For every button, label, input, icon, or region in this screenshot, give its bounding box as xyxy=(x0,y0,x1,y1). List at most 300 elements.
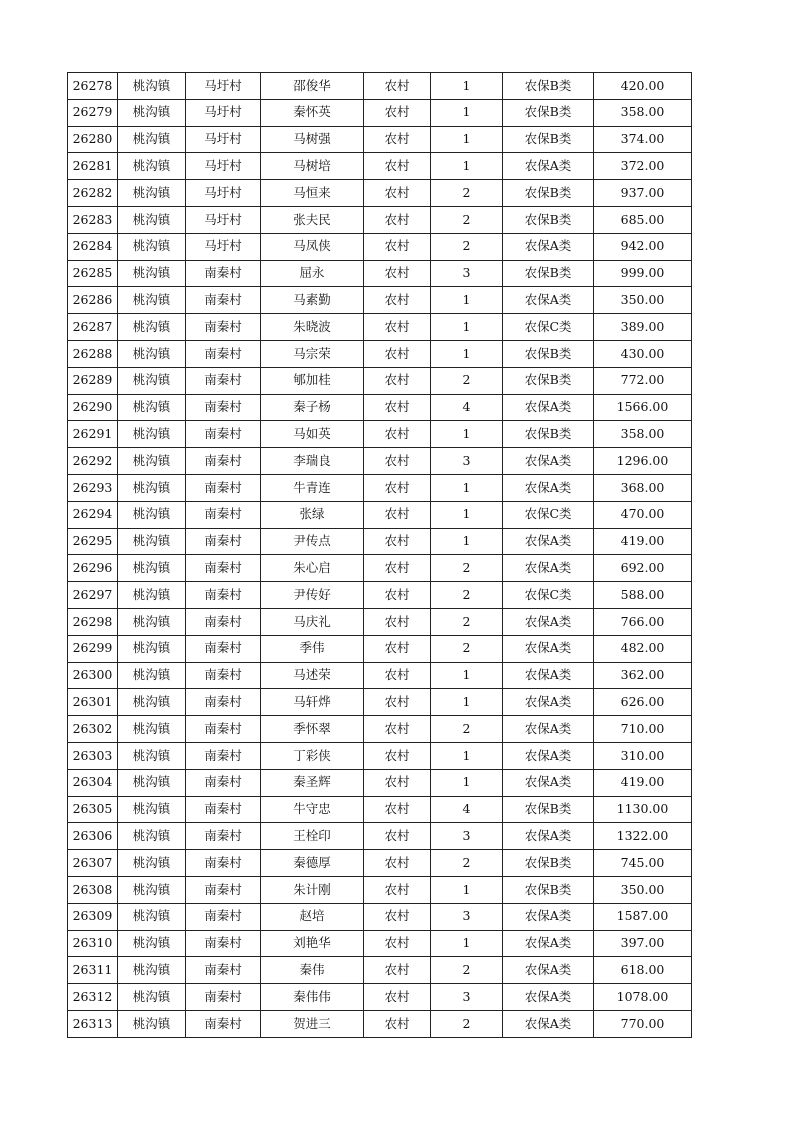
household-type-cell: 农村 xyxy=(364,394,431,421)
household-type-cell: 农村 xyxy=(364,421,431,448)
village-cell: 南秦村 xyxy=(186,903,261,930)
amount-cell: 770.00 xyxy=(594,1010,692,1037)
insurance-category-cell: 农保A类 xyxy=(503,662,594,689)
member-count-cell: 3 xyxy=(431,260,503,287)
amount-cell: 482.00 xyxy=(594,635,692,662)
amount-cell: 1566.00 xyxy=(594,394,692,421)
record-id-cell: 26305 xyxy=(68,796,118,823)
name-cell: 赵培 xyxy=(261,903,364,930)
town-cell: 桃沟镇 xyxy=(118,984,186,1011)
village-cell: 南秦村 xyxy=(186,582,261,609)
town-cell: 桃沟镇 xyxy=(118,314,186,341)
town-cell: 桃沟镇 xyxy=(118,716,186,743)
member-count-cell: 3 xyxy=(431,903,503,930)
town-cell: 桃沟镇 xyxy=(118,742,186,769)
amount-cell: 397.00 xyxy=(594,930,692,957)
village-cell: 南秦村 xyxy=(186,716,261,743)
household-type-cell: 农村 xyxy=(364,850,431,877)
name-cell: 马恒来 xyxy=(261,180,364,207)
town-cell: 桃沟镇 xyxy=(118,823,186,850)
record-id-cell: 26288 xyxy=(68,340,118,367)
member-count-cell: 1 xyxy=(431,528,503,555)
member-count-cell: 2 xyxy=(431,555,503,582)
record-id-cell: 26280 xyxy=(68,126,118,153)
record-id-cell: 26311 xyxy=(68,957,118,984)
name-cell: 马庆礼 xyxy=(261,608,364,635)
town-cell: 桃沟镇 xyxy=(118,930,186,957)
amount-cell: 999.00 xyxy=(594,260,692,287)
name-cell: 张绿 xyxy=(261,501,364,528)
member-count-cell: 1 xyxy=(431,73,503,100)
household-type-cell: 农村 xyxy=(364,206,431,233)
amount-cell: 368.00 xyxy=(594,474,692,501)
amount-cell: 937.00 xyxy=(594,180,692,207)
town-cell: 桃沟镇 xyxy=(118,73,186,100)
household-type-cell: 农村 xyxy=(364,153,431,180)
table-row xyxy=(68,582,692,609)
record-id-cell: 26299 xyxy=(68,635,118,662)
town-cell: 桃沟镇 xyxy=(118,260,186,287)
household-type-cell: 农村 xyxy=(364,501,431,528)
village-cell: 南秦村 xyxy=(186,340,261,367)
town-cell: 桃沟镇 xyxy=(118,608,186,635)
town-cell: 桃沟镇 xyxy=(118,635,186,662)
table-row xyxy=(68,823,692,850)
household-type-cell: 农村 xyxy=(364,608,431,635)
member-count-cell: 1 xyxy=(431,501,503,528)
table-row xyxy=(68,930,692,957)
insurance-category-cell: 农保B类 xyxy=(503,180,594,207)
village-cell: 南秦村 xyxy=(186,421,261,448)
household-type-cell: 农村 xyxy=(364,957,431,984)
member-count-cell: 1 xyxy=(431,742,503,769)
table-row xyxy=(68,984,692,1011)
village-cell: 南秦村 xyxy=(186,796,261,823)
town-cell: 桃沟镇 xyxy=(118,394,186,421)
amount-cell: 1322.00 xyxy=(594,823,692,850)
table-row xyxy=(68,769,692,796)
member-count-cell: 3 xyxy=(431,823,503,850)
member-count-cell: 2 xyxy=(431,716,503,743)
name-cell: 邵俊华 xyxy=(261,73,364,100)
record-id-cell: 26306 xyxy=(68,823,118,850)
town-cell: 桃沟镇 xyxy=(118,876,186,903)
table-row xyxy=(68,153,692,180)
member-count-cell: 3 xyxy=(431,984,503,1011)
village-cell: 南秦村 xyxy=(186,876,261,903)
table-row xyxy=(68,957,692,984)
table-row xyxy=(68,233,692,260)
name-cell: 秦伟 xyxy=(261,957,364,984)
table-row xyxy=(68,314,692,341)
town-cell: 桃沟镇 xyxy=(118,501,186,528)
table-row xyxy=(68,903,692,930)
household-type-cell: 农村 xyxy=(364,314,431,341)
town-cell: 桃沟镇 xyxy=(118,1010,186,1037)
record-id-cell: 26312 xyxy=(68,984,118,1011)
town-cell: 桃沟镇 xyxy=(118,99,186,126)
record-id-cell: 26296 xyxy=(68,555,118,582)
insurance-category-cell: 农保C类 xyxy=(503,314,594,341)
record-id-cell: 26281 xyxy=(68,153,118,180)
household-type-cell: 农村 xyxy=(364,367,431,394)
village-cell: 南秦村 xyxy=(186,635,261,662)
insurance-category-cell: 农保A类 xyxy=(503,716,594,743)
table-row xyxy=(68,501,692,528)
insurance-category-cell: 农保A类 xyxy=(503,394,594,421)
member-count-cell: 2 xyxy=(431,233,503,260)
village-cell: 南秦村 xyxy=(186,769,261,796)
household-type-cell: 农村 xyxy=(364,233,431,260)
village-cell: 南秦村 xyxy=(186,957,261,984)
table-row xyxy=(68,662,692,689)
table-row xyxy=(68,555,692,582)
village-cell: 南秦村 xyxy=(186,528,261,555)
amount-cell: 1130.00 xyxy=(594,796,692,823)
insurance-category-cell: 农保A类 xyxy=(503,635,594,662)
village-cell: 南秦村 xyxy=(186,742,261,769)
household-type-cell: 农村 xyxy=(364,448,431,475)
amount-cell: 942.00 xyxy=(594,233,692,260)
village-cell: 南秦村 xyxy=(186,930,261,957)
amount-cell: 1078.00 xyxy=(594,984,692,1011)
village-cell: 南秦村 xyxy=(186,689,261,716)
village-cell: 南秦村 xyxy=(186,314,261,341)
insurance-category-cell: 农保B类 xyxy=(503,340,594,367)
insurance-category-cell: 农保B类 xyxy=(503,850,594,877)
amount-cell: 626.00 xyxy=(594,689,692,716)
records-table-body xyxy=(68,73,692,1038)
record-id-cell: 26308 xyxy=(68,876,118,903)
name-cell: 马如英 xyxy=(261,421,364,448)
table-row xyxy=(68,73,692,100)
member-count-cell: 2 xyxy=(431,180,503,207)
amount-cell: 685.00 xyxy=(594,206,692,233)
amount-cell: 350.00 xyxy=(594,876,692,903)
record-id-cell: 26304 xyxy=(68,769,118,796)
table-row xyxy=(68,180,692,207)
table-row xyxy=(68,608,692,635)
village-cell: 南秦村 xyxy=(186,367,261,394)
insurance-category-cell: 农保A类 xyxy=(503,957,594,984)
member-count-cell: 2 xyxy=(431,367,503,394)
member-count-cell: 1 xyxy=(431,314,503,341)
village-cell: 南秦村 xyxy=(186,823,261,850)
amount-cell: 420.00 xyxy=(594,73,692,100)
insurance-category-cell: 农保A类 xyxy=(503,153,594,180)
amount-cell: 1296.00 xyxy=(594,448,692,475)
village-cell: 南秦村 xyxy=(186,1010,261,1037)
record-id-cell: 26300 xyxy=(68,662,118,689)
village-cell: 南秦村 xyxy=(186,474,261,501)
member-count-cell: 2 xyxy=(431,957,503,984)
town-cell: 桃沟镇 xyxy=(118,555,186,582)
insurance-category-cell: 农保A类 xyxy=(503,474,594,501)
name-cell: 尹传好 xyxy=(261,582,364,609)
member-count-cell: 1 xyxy=(431,662,503,689)
table-row xyxy=(68,99,692,126)
amount-cell: 419.00 xyxy=(594,769,692,796)
insurance-category-cell: 农保C类 xyxy=(503,582,594,609)
name-cell: 朱心启 xyxy=(261,555,364,582)
member-count-cell: 1 xyxy=(431,126,503,153)
village-cell: 南秦村 xyxy=(186,501,261,528)
village-cell: 南秦村 xyxy=(186,608,261,635)
name-cell: 朱晓波 xyxy=(261,314,364,341)
insurance-category-cell: 农保B类 xyxy=(503,126,594,153)
town-cell: 桃沟镇 xyxy=(118,796,186,823)
insurance-category-cell: 农保A类 xyxy=(503,608,594,635)
table-row xyxy=(68,1010,692,1037)
member-count-cell: 2 xyxy=(431,635,503,662)
name-cell: 尹传点 xyxy=(261,528,364,555)
record-id-cell: 26282 xyxy=(68,180,118,207)
table-row xyxy=(68,206,692,233)
name-cell: 马素勤 xyxy=(261,287,364,314)
member-count-cell: 1 xyxy=(431,930,503,957)
name-cell: 张夫民 xyxy=(261,206,364,233)
table-row xyxy=(68,876,692,903)
member-count-cell: 1 xyxy=(431,689,503,716)
town-cell: 桃沟镇 xyxy=(118,769,186,796)
amount-cell: 588.00 xyxy=(594,582,692,609)
village-cell: 南秦村 xyxy=(186,850,261,877)
insurance-category-cell: 农保A类 xyxy=(503,903,594,930)
town-cell: 桃沟镇 xyxy=(118,582,186,609)
insurance-category-cell: 农保B类 xyxy=(503,206,594,233)
amount-cell: 419.00 xyxy=(594,528,692,555)
household-type-cell: 农村 xyxy=(364,73,431,100)
town-cell: 桃沟镇 xyxy=(118,340,186,367)
data-sheet xyxy=(67,72,692,1038)
name-cell: 季怀翠 xyxy=(261,716,364,743)
town-cell: 桃沟镇 xyxy=(118,206,186,233)
village-cell: 南秦村 xyxy=(186,662,261,689)
name-cell: 马宗荣 xyxy=(261,340,364,367)
member-count-cell: 1 xyxy=(431,474,503,501)
village-cell: 南秦村 xyxy=(186,260,261,287)
name-cell: 牛守忠 xyxy=(261,796,364,823)
table-row xyxy=(68,635,692,662)
record-id-cell: 26278 xyxy=(68,73,118,100)
member-count-cell: 2 xyxy=(431,1010,503,1037)
insurance-category-cell: 农保A类 xyxy=(503,984,594,1011)
record-id-cell: 26297 xyxy=(68,582,118,609)
name-cell: 屈永 xyxy=(261,260,364,287)
member-count-cell: 4 xyxy=(431,796,503,823)
member-count-cell: 2 xyxy=(431,582,503,609)
household-type-cell: 农村 xyxy=(364,287,431,314)
insurance-category-cell: 农保A类 xyxy=(503,930,594,957)
town-cell: 桃沟镇 xyxy=(118,474,186,501)
amount-cell: 310.00 xyxy=(594,742,692,769)
name-cell: 马树培 xyxy=(261,153,364,180)
household-type-cell: 农村 xyxy=(364,582,431,609)
insurance-category-cell: 农保A类 xyxy=(503,769,594,796)
member-count-cell: 2 xyxy=(431,608,503,635)
record-id-cell: 26290 xyxy=(68,394,118,421)
member-count-cell: 3 xyxy=(431,448,503,475)
household-type-cell: 农村 xyxy=(364,903,431,930)
insurance-category-cell: 农保B类 xyxy=(503,876,594,903)
name-cell: 丁彩侠 xyxy=(261,742,364,769)
amount-cell: 430.00 xyxy=(594,340,692,367)
village-cell: 南秦村 xyxy=(186,984,261,1011)
record-id-cell: 26313 xyxy=(68,1010,118,1037)
household-type-cell: 农村 xyxy=(364,716,431,743)
town-cell: 桃沟镇 xyxy=(118,957,186,984)
household-type-cell: 农村 xyxy=(364,930,431,957)
table-row xyxy=(68,716,692,743)
name-cell: 季伟 xyxy=(261,635,364,662)
table-row xyxy=(68,850,692,877)
record-id-cell: 26292 xyxy=(68,448,118,475)
record-id-cell: 26286 xyxy=(68,287,118,314)
record-id-cell: 26291 xyxy=(68,421,118,448)
member-count-cell: 4 xyxy=(431,394,503,421)
name-cell: 马述荣 xyxy=(261,662,364,689)
amount-cell: 358.00 xyxy=(594,99,692,126)
record-id-cell: 26310 xyxy=(68,930,118,957)
town-cell: 桃沟镇 xyxy=(118,126,186,153)
amount-cell: 372.00 xyxy=(594,153,692,180)
table-row xyxy=(68,260,692,287)
name-cell: 刘艳华 xyxy=(261,930,364,957)
member-count-cell: 1 xyxy=(431,421,503,448)
household-type-cell: 农村 xyxy=(364,474,431,501)
name-cell: 朱计刚 xyxy=(261,876,364,903)
table-row xyxy=(68,340,692,367)
town-cell: 桃沟镇 xyxy=(118,448,186,475)
insurance-category-cell: 农保A类 xyxy=(503,1010,594,1037)
village-cell: 马圩村 xyxy=(186,180,261,207)
insurance-category-cell: 农保B类 xyxy=(503,796,594,823)
name-cell: 秦伟伟 xyxy=(261,984,364,1011)
table-row xyxy=(68,367,692,394)
town-cell: 桃沟镇 xyxy=(118,689,186,716)
record-id-cell: 26298 xyxy=(68,608,118,635)
name-cell: 秦怀英 xyxy=(261,99,364,126)
record-id-cell: 26289 xyxy=(68,367,118,394)
town-cell: 桃沟镇 xyxy=(118,153,186,180)
insurance-category-cell: 农保C类 xyxy=(503,501,594,528)
records-table xyxy=(67,72,692,1038)
household-type-cell: 农村 xyxy=(364,528,431,555)
insurance-category-cell: 农保A类 xyxy=(503,448,594,475)
table-row xyxy=(68,287,692,314)
insurance-category-cell: 农保B类 xyxy=(503,367,594,394)
household-type-cell: 农村 xyxy=(364,555,431,582)
household-type-cell: 农村 xyxy=(364,876,431,903)
table-row xyxy=(68,448,692,475)
insurance-category-cell: 农保A类 xyxy=(503,233,594,260)
record-id-cell: 26309 xyxy=(68,903,118,930)
name-cell: 贺进三 xyxy=(261,1010,364,1037)
record-id-cell: 26285 xyxy=(68,260,118,287)
household-type-cell: 农村 xyxy=(364,984,431,1011)
village-cell: 马圩村 xyxy=(186,153,261,180)
record-id-cell: 26294 xyxy=(68,501,118,528)
amount-cell: 374.00 xyxy=(594,126,692,153)
amount-cell: 350.00 xyxy=(594,287,692,314)
name-cell: 马树强 xyxy=(261,126,364,153)
record-id-cell: 26301 xyxy=(68,689,118,716)
table-row xyxy=(68,528,692,555)
village-cell: 马圩村 xyxy=(186,206,261,233)
village-cell: 南秦村 xyxy=(186,448,261,475)
town-cell: 桃沟镇 xyxy=(118,850,186,877)
name-cell: 秦子杨 xyxy=(261,394,364,421)
record-id-cell: 26302 xyxy=(68,716,118,743)
record-id-cell: 26283 xyxy=(68,206,118,233)
table-row xyxy=(68,796,692,823)
insurance-category-cell: 农保B类 xyxy=(503,99,594,126)
town-cell: 桃沟镇 xyxy=(118,903,186,930)
insurance-category-cell: 农保B类 xyxy=(503,260,594,287)
name-cell: 秦德厚 xyxy=(261,850,364,877)
record-id-cell: 26307 xyxy=(68,850,118,877)
household-type-cell: 农村 xyxy=(364,180,431,207)
amount-cell: 389.00 xyxy=(594,314,692,341)
name-cell: 秦圣辉 xyxy=(261,769,364,796)
insurance-category-cell: 农保A类 xyxy=(503,528,594,555)
insurance-category-cell: 农保A类 xyxy=(503,287,594,314)
amount-cell: 692.00 xyxy=(594,555,692,582)
household-type-cell: 农村 xyxy=(364,340,431,367)
member-count-cell: 2 xyxy=(431,206,503,233)
village-cell: 南秦村 xyxy=(186,287,261,314)
member-count-cell: 1 xyxy=(431,340,503,367)
record-id-cell: 26279 xyxy=(68,99,118,126)
household-type-cell: 农村 xyxy=(364,126,431,153)
member-count-cell: 1 xyxy=(431,153,503,180)
village-cell: 南秦村 xyxy=(186,394,261,421)
village-cell: 马圩村 xyxy=(186,126,261,153)
member-count-cell: 1 xyxy=(431,99,503,126)
table-row xyxy=(68,394,692,421)
household-type-cell: 农村 xyxy=(364,1010,431,1037)
household-type-cell: 农村 xyxy=(364,689,431,716)
household-type-cell: 农村 xyxy=(364,662,431,689)
amount-cell: 745.00 xyxy=(594,850,692,877)
village-cell: 马圩村 xyxy=(186,233,261,260)
name-cell: 牛青连 xyxy=(261,474,364,501)
insurance-category-cell: 农保A类 xyxy=(503,689,594,716)
record-id-cell: 26293 xyxy=(68,474,118,501)
town-cell: 桃沟镇 xyxy=(118,233,186,260)
name-cell: 郇加桂 xyxy=(261,367,364,394)
town-cell: 桃沟镇 xyxy=(118,180,186,207)
household-type-cell: 农村 xyxy=(364,742,431,769)
insurance-category-cell: 农保A类 xyxy=(503,823,594,850)
amount-cell: 618.00 xyxy=(594,957,692,984)
table-row xyxy=(68,474,692,501)
amount-cell: 1587.00 xyxy=(594,903,692,930)
record-id-cell: 26303 xyxy=(68,742,118,769)
name-cell: 王栓印 xyxy=(261,823,364,850)
amount-cell: 362.00 xyxy=(594,662,692,689)
household-type-cell: 农村 xyxy=(364,99,431,126)
household-type-cell: 农村 xyxy=(364,769,431,796)
member-count-cell: 1 xyxy=(431,287,503,314)
insurance-category-cell: 农保B类 xyxy=(503,421,594,448)
member-count-cell: 2 xyxy=(431,850,503,877)
amount-cell: 358.00 xyxy=(594,421,692,448)
table-row xyxy=(68,689,692,716)
town-cell: 桃沟镇 xyxy=(118,662,186,689)
member-count-cell: 1 xyxy=(431,769,503,796)
household-type-cell: 农村 xyxy=(364,796,431,823)
